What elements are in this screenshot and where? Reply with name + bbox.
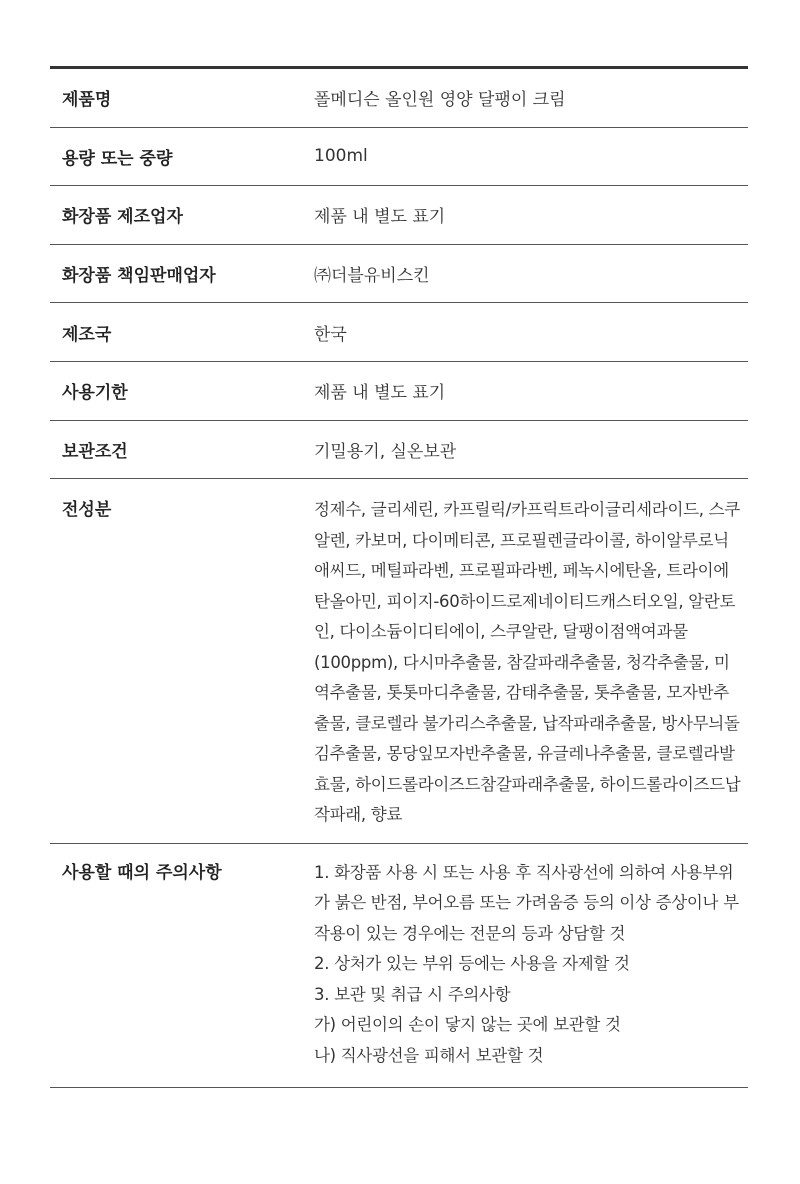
caution-item: 3. 보관 및 취급 시 주의사항 [314, 984, 511, 1004]
row-label: 사용할 때의 주의사항 [62, 862, 222, 883]
product-info-table [50, 66, 748, 1088]
row-label: 화장품 책임판매업자 [62, 266, 216, 287]
table-row-country [50, 303, 748, 362]
row-label: 용량 또는 중량 [62, 148, 173, 169]
row-value: 한국 [314, 324, 347, 345]
row-label: 화장품 제조업자 [62, 207, 183, 228]
row-value: ㈜더블유비스킨 [314, 266, 430, 287]
table-row-expiry [50, 362, 748, 421]
table-row-ingredients [50, 479, 748, 844]
table-row-product-name [50, 69, 748, 128]
table-row-storage [50, 421, 748, 480]
row-label: 제품명 [62, 90, 112, 111]
caution-item: 가) 어린이의 손이 닿지 않는 곳에 보관할 것 [314, 1015, 621, 1035]
table-row-distributor [50, 245, 748, 304]
row-value: 기밀용기, 실온보관 [314, 441, 457, 462]
row-value: 100ml [314, 146, 368, 167]
caution-item: 1. 화장품 사용 시 또는 사용 후 직사광선에 의하여 사용부위가 붉은 반점, 부어오름 또는 가려움증 등의 이상 증상이나 부작용이 있는 경우에는 전문의 등과 상담할 것 [314, 862, 739, 943]
row-value: 폴메디슨 올인원 영양 달팽이 크림 [314, 90, 566, 111]
table-row-cautions [50, 844, 748, 1089]
row-label: 제조국 [62, 324, 112, 345]
row-label: 보관조건 [62, 441, 128, 462]
table-row-manufacturer [50, 186, 748, 245]
cautions-list [314, 844, 748, 1088]
ingredients-text: 정제수, 글리세린, 카프릴릭/카프릭트라이글리세라이드, 스쿠알렌, 카보머, 다이메티콘, 프로필렌글라이콜, 하이알루로닉애씨드, 메틸파라벤, 프로필파라벤, 페녹시에탄올, 트라이에탄올아민, 피이지-60하이드로제네이티드캐스터오일, 알란토인, 다이소듐이디티에이, 스쿠알란, 달팽이점액여과물(100ppm), 다시마추출물, 참갈파래추출물, 청각추출물, 미역추출물, 톳톳마디추출물, 감태추출물, 톳추출물, 모자반추출물, 클로렐라 불가리스추출물, 납작파래추출물, 방사무늬돌김추출물, 몽당잎모자반추출물, 유글레나추출물, 클로렐라발효물, 하이드롤라이즈드참갈파래추출물, 하이드롤라이즈드납작파래, 향료 [314, 500, 741, 825]
table-row-volume [50, 128, 748, 187]
row-value: 제품 내 별도 표기 [314, 207, 446, 228]
caution-item: 2. 상처가 있는 부위 등에는 사용을 자제할 것 [314, 954, 630, 974]
row-value: 제품 내 별도 표기 [314, 383, 446, 404]
row-label: 사용기한 [62, 383, 128, 404]
row-label: 전성분 [62, 500, 112, 521]
caution-item: 나) 직사광선을 피해서 보관할 것 [314, 1045, 544, 1065]
